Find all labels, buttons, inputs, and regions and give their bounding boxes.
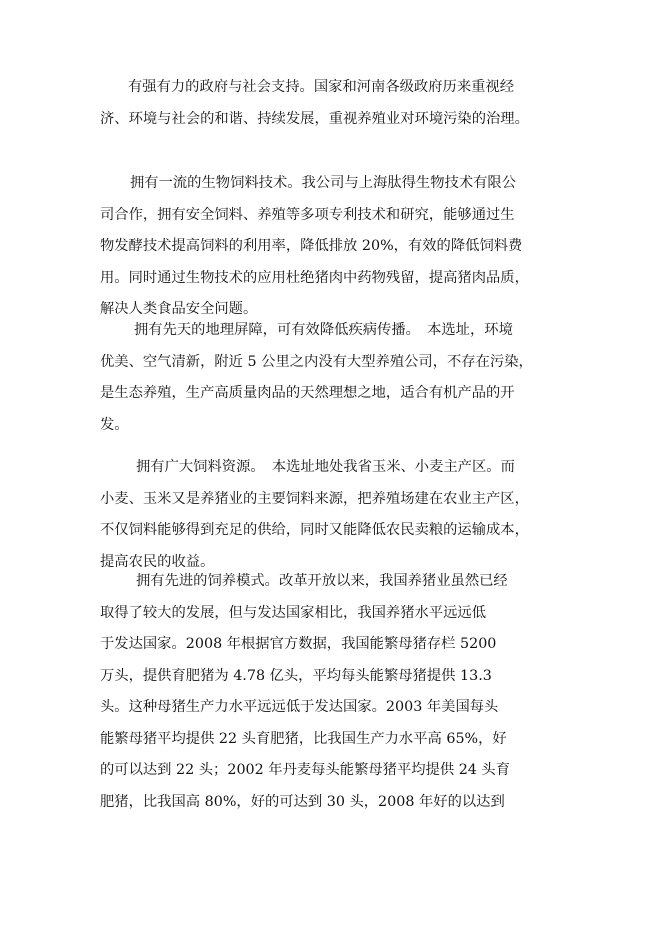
text-line: 济、环境与社会的和谐、持续发展，重视养殖业对环境污染的治理。 (100, 110, 529, 127)
paragraph-feeding-model (100, 566, 570, 818)
text-line: 解决人类食品安全问题。 (100, 301, 258, 317)
text-line: 取得了较大的发展，但与发达国家相比，我国养猪水平远远低 (100, 604, 487, 621)
text-line: 物发酵技术提高饲料的利用率，降低排放 20%，有效的降低饲料费 (100, 238, 523, 254)
text-line: 拥有先天的地理屏障，可有效降低疾病传播。 本选址，环境 (134, 322, 513, 338)
paragraph-feed-resources (100, 452, 570, 578)
paragraph-bio-feed-technology (100, 168, 570, 326)
paragraph-government-support (100, 72, 570, 135)
text-line: 提高农民的收益。 (100, 553, 215, 570)
text-line: 拥有广大饲料资源。 本选址地处我省玉米、小麦主产区。而 (136, 459, 515, 475)
text-line: 拥有先进的饲养模式。改革开放以来，我国养猪业虽然已经 (136, 573, 508, 589)
text-line: 是生态养殖，生产高质量肉品的天然理想之地，适合有机产品的开 (100, 385, 515, 401)
text-line: 优美、空气清新，附近 5 公里之内没有大型养殖公司，不存在污染， (100, 353, 533, 370)
text-line: 发。 (100, 416, 129, 433)
text-line: 的可以达到 22 头；2002 年丹麦每头能繁母猪平均提供 24 头育 (100, 762, 511, 778)
text-line: 肥猪，比我国高 80%，好的可达到 30 头，2008 年好的以达到 (100, 793, 505, 810)
text-line: 不仅饲料能够得到充足的供给，同时又能降低农民卖粮的运输成本， (100, 522, 529, 538)
text-line: 有强有力的政府与社会支持。国家和河南各级政府历来重视经 (128, 79, 515, 95)
text-line: 司合作，拥有安全饲料、养殖等多项专利技术和研究，能够通过生 (100, 206, 515, 223)
text-line: 能繁母猪平均提供 22 头育肥猪，比我国生产力水平高 65%，好 (100, 730, 507, 747)
text-line: 拥有一流的生物饲料技术。我公司与上海肽得生物技术有限公 (130, 175, 517, 191)
paragraph-geographic-barrier (100, 315, 570, 441)
text-line: 万头，提供育肥猪为 4.78 亿头，平均每头能繁母猪提供 13.3 (100, 667, 492, 684)
text-line: 于发达国家。2008 年根据官方数据，我国能繁母猪存栏 5200 (100, 636, 497, 652)
text-line: 头。这种母猪生产力水平远远低于发达国家。2003 年美国每头 (100, 699, 499, 715)
text-line: 小麦、玉米又是养猪业的主要饲料来源，把养殖场建在农业主产区， (100, 490, 529, 507)
text-line: 用。同时通过生物技术的应用杜绝猪肉中药物残留，提高猪肉品质， (100, 269, 529, 286)
